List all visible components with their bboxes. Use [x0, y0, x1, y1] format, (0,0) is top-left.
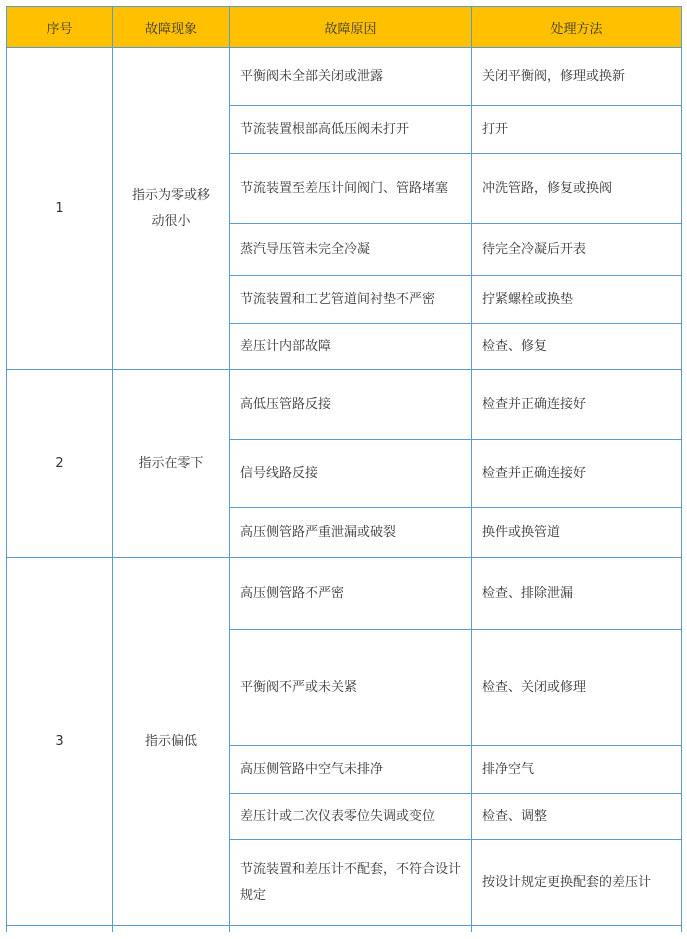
method-cell: 检查、关闭或修理: [472, 630, 682, 746]
group-number: 1: [7, 48, 113, 370]
cause-cell: 高压侧管路不严密: [230, 558, 472, 630]
method-cell: 打开: [472, 106, 682, 154]
header-method: 处理方法: [472, 7, 682, 48]
method-cell: 换件或换管道: [472, 508, 682, 558]
table-row: [7, 370, 682, 440]
cause-cell: 平衡阀未全部关闭或泄露: [230, 48, 472, 106]
cause-cell: 节流装置根部高低压阀未打开: [230, 106, 472, 154]
method-cell: 检查并正确连接好: [472, 370, 682, 440]
cause-cell: 蒸汽导压管未完全冷凝: [230, 224, 472, 276]
cause-cell: 高低压管路反接: [230, 370, 472, 440]
group-number: 3: [7, 558, 113, 926]
cause-cell: 信号线路反接: [230, 440, 472, 508]
group-number: 2: [7, 370, 113, 558]
method-cell: 按设计规定更换配套的差压计: [472, 840, 682, 926]
group-symptom: 指示偏低: [113, 558, 230, 926]
table-row: [7, 558, 682, 630]
cause-cell: 平衡阀不严或未关紧: [230, 630, 472, 746]
method-cell: 检查并正确连接好: [472, 440, 682, 508]
method-cell: 检查、修复: [472, 324, 682, 370]
method-cell: 检查、排除泄漏: [472, 558, 682, 630]
method-cell: 冲洗管路，修复或换阀: [472, 154, 682, 224]
method-cell: 关闭平衡阀，修理或换新: [472, 48, 682, 106]
cause-cell: 节流装置至差压计间阀门、管路堵塞: [230, 154, 472, 224]
header-cause: 故障原因: [230, 7, 472, 48]
method-cell: 拧紧螺栓或换垫: [472, 276, 682, 324]
group-symptom: 指示在零下: [113, 370, 230, 558]
cause-cell: 高压侧管路中空气未排净: [230, 746, 472, 794]
method-cell: 待完全冷凝后开表: [472, 224, 682, 276]
cause-cell: 高压侧管路严重泄漏或破裂: [230, 508, 472, 558]
table-row: [7, 48, 682, 106]
method-cell: 检查、调整: [472, 794, 682, 840]
cause-cell: 差压计内部故障: [230, 324, 472, 370]
header-row: [7, 7, 682, 48]
header-symptom: 故障现象: [113, 7, 230, 48]
method-cell: 排净空气: [472, 746, 682, 794]
cause-cell: 节流装置和工艺管道间衬垫不严密: [230, 276, 472, 324]
header-no: 序号: [7, 7, 113, 48]
cause-cell: 节流装置和差压计不配套，不符合设计规定: [230, 840, 472, 926]
cause-cell: 差压计或二次仪表零位失调或变位: [230, 794, 472, 840]
group-symptom: 指示为零或移动很小: [113, 48, 230, 370]
table-row-partial: [7, 926, 682, 933]
fault-table: [6, 6, 682, 932]
